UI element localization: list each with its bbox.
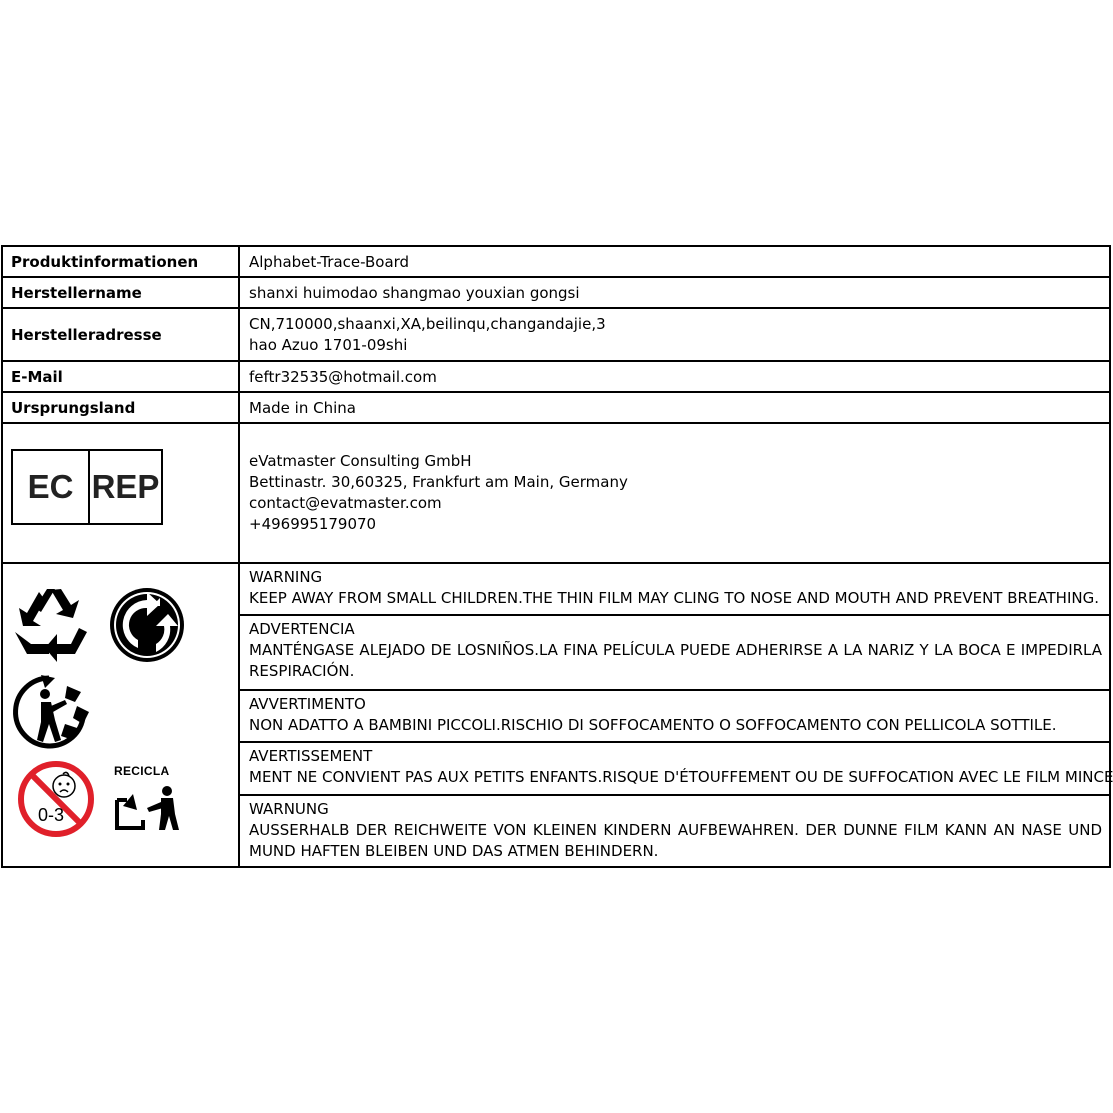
warning-es-text: MANTÉNGASE ALEJADO DE LOSNIÑOS.LA FINA PELÍCULA PUEDE ADHERIRSE A LA NARIZ Y LA BOCA E IMPEDIRLA RESPIRACIÓN. bbox=[249, 641, 1102, 680]
green-dot-icon bbox=[108, 586, 186, 664]
row-manufacturer bbox=[3, 278, 1109, 309]
warning-en bbox=[240, 564, 1109, 616]
ec-rep-icon bbox=[11, 449, 163, 525]
row-address bbox=[3, 309, 1109, 362]
recicla-icon bbox=[113, 786, 183, 832]
warning-fr-text: MENT NE CONVIENT PAS AUX PETITS ENFANTS.RISQUE D'ÉTOUFFEMENT OU DE SUFFOCATION AVEC LE FILM MINCE bbox=[249, 768, 1113, 786]
manufacturer-label: Herstellername bbox=[3, 278, 240, 307]
origin-label: Ursprungsland bbox=[3, 393, 240, 422]
email-label: E-Mail bbox=[3, 362, 240, 391]
row-warnings bbox=[3, 564, 1113, 866]
ec-rep-company: eVatmaster Consulting GmbH bbox=[249, 452, 472, 470]
warning-fr bbox=[240, 743, 1113, 796]
manufacturer-value: shanxi huimodao shangmao youxian gongsi bbox=[249, 284, 580, 302]
email-value: feftr32535@hotmail.com bbox=[249, 368, 437, 386]
symbol-cell bbox=[3, 564, 240, 866]
address-line-1: CN,710000,shaanxi,XA,beilinqu,changandajie,3 bbox=[249, 315, 606, 333]
address-line-2: hao Azuo 1701-09shi bbox=[249, 336, 408, 354]
warning-de-title: WARNUNG bbox=[249, 800, 329, 818]
age-0-3-warning-icon bbox=[17, 760, 95, 838]
warning-it-text: NON ADATTO A BAMBINI PICCOLI.RISCHIO DI SOFFOCAMENTO O SOFFOCAMENTO CON PELLICOLA SOTTILE. bbox=[249, 716, 1057, 734]
product-label: Produktinformationen bbox=[3, 247, 240, 276]
warning-de bbox=[240, 796, 1109, 866]
warning-es-title: ADVERTENCIA bbox=[249, 620, 355, 638]
row-product bbox=[3, 247, 1109, 278]
warning-es bbox=[240, 616, 1109, 691]
origin-value: Made in China bbox=[249, 399, 356, 417]
ec-rep-phone: +496995179070 bbox=[249, 515, 377, 533]
warning-it-title: AVVERTIMENTO bbox=[249, 695, 366, 713]
address-label: Herstelleradresse bbox=[3, 309, 240, 360]
warning-en-text: KEEP AWAY FROM SMALL CHILDREN.THE THIN FILM MAY CLING TO NOSE AND MOUTH AND PREVENT BREATHING. bbox=[249, 589, 1099, 607]
warning-it bbox=[240, 691, 1109, 743]
triman-icon bbox=[11, 672, 93, 750]
warning-fr-title: AVERTISSEMENT bbox=[249, 747, 373, 765]
recicla-label: RECICLA bbox=[114, 764, 170, 778]
ec-rep-symbol-cell bbox=[3, 424, 240, 562]
product-info-table bbox=[1, 245, 1111, 868]
age-warning-label: 0-3 bbox=[37, 805, 65, 825]
warnings-cell bbox=[240, 564, 1113, 866]
row-ec-rep bbox=[3, 424, 1109, 564]
warning-de-text: AUSSERHALB DER REICHWEITE VON KLEINEN KINDERN AUFBEWAHREN. DER DUNNE FILM KANN AN NASE UND MUND HAFTEN BLEIBEN UND DAS ATMEN BEHINDERN. bbox=[249, 821, 1102, 860]
recycle-icon bbox=[11, 586, 91, 664]
product-value: Alphabet-Trace-Board bbox=[249, 253, 410, 271]
warning-en-title: WARNING bbox=[249, 568, 323, 586]
row-origin bbox=[3, 393, 1109, 424]
ec-rep-right: REP bbox=[91, 468, 160, 505]
ec-rep-email: contact@evatmaster.com bbox=[249, 494, 442, 512]
ec-rep-details bbox=[240, 424, 1109, 562]
ec-rep-address: Bettinastr. 30,60325, Frankfurt am Main, Germany bbox=[249, 473, 628, 491]
row-email bbox=[3, 362, 1109, 393]
address-value bbox=[240, 309, 1109, 360]
ec-rep-left: EC bbox=[13, 451, 90, 523]
